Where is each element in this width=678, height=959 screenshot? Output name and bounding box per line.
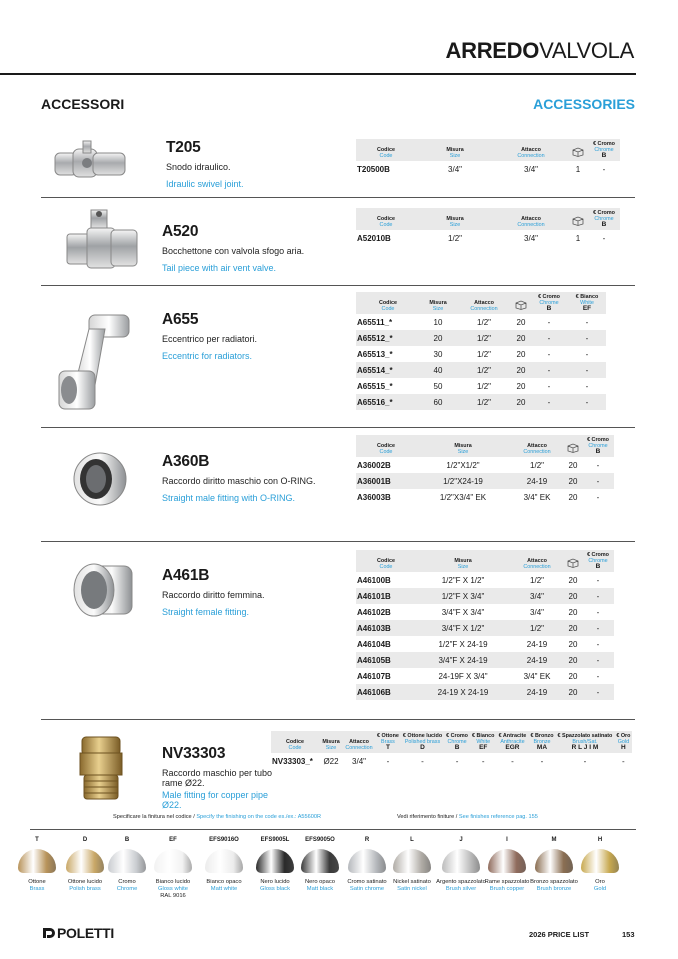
table-cell: 1/2"F X 24-19 xyxy=(438,639,488,649)
table-row xyxy=(356,668,614,684)
product-code: A461B xyxy=(162,567,210,584)
finish-label: Nero lucido Gloss black xyxy=(260,879,290,892)
column-header: Attacco Connection xyxy=(470,300,498,312)
product-description-en: Idraulic swivel joint. xyxy=(166,179,244,189)
table-cell: NV33303_* xyxy=(272,756,313,766)
table-cell: 1/2" xyxy=(477,317,491,327)
table-row xyxy=(356,604,614,620)
table-cell: 1/2"X24-19 xyxy=(443,476,483,486)
table-cell: 1/2" xyxy=(477,349,491,359)
column-header: € Bronzo Bronze MA xyxy=(530,733,554,751)
table-cell: - xyxy=(596,575,600,585)
column-header: € Cromo Chrome B xyxy=(593,141,615,159)
finish-code: EFS9005O xyxy=(305,837,335,843)
table-cell: 3/4"F X 3/4" xyxy=(441,607,485,617)
table-row xyxy=(356,161,620,177)
table-cell: 24-19 xyxy=(526,687,548,697)
table-cell: 20 xyxy=(568,607,578,617)
product-separator xyxy=(41,427,635,428)
finish-label: Rame spazzolato Brush copper xyxy=(484,879,530,892)
finish-code: H xyxy=(597,837,603,843)
finish-code: B xyxy=(124,837,130,843)
header-rule xyxy=(0,73,636,75)
packaging-header xyxy=(568,208,588,230)
packaging-header xyxy=(564,550,582,572)
product-image-a655 xyxy=(55,313,135,418)
price-table xyxy=(356,139,620,177)
column-header: Codice Code xyxy=(377,147,395,159)
table-cell: 20 xyxy=(516,397,526,407)
page-number: 153 xyxy=(622,930,635,939)
table-cell: 1/2" xyxy=(530,623,544,633)
column-header: Misura Size xyxy=(454,558,472,570)
product-image-a461b xyxy=(72,560,136,625)
finish-swatch xyxy=(256,849,294,873)
table-cell: 1/2"X3/4" EK xyxy=(439,492,487,502)
package-icon xyxy=(572,147,584,157)
product-description-en: Tail piece with air vent valve. xyxy=(162,263,277,273)
table-cell: 60 xyxy=(433,397,443,407)
table-cell: - xyxy=(596,460,600,470)
product-image-a520 xyxy=(65,206,141,277)
table-cell: 20 xyxy=(568,687,578,697)
table-cell: 3/4"F X 1/2" xyxy=(441,623,485,633)
poletti-logo: POLETTI xyxy=(41,925,114,941)
table-cell: 40 xyxy=(433,365,443,375)
table-cell: - xyxy=(455,756,459,766)
table-cell: A65511_* xyxy=(357,317,393,327)
table-cell: 20 xyxy=(568,671,578,681)
column-header: Misura Size xyxy=(446,216,464,228)
product-separator xyxy=(41,197,635,198)
product-description-it: Raccordo maschio per tubo rame Ø22. xyxy=(162,768,273,788)
price-table xyxy=(356,208,620,246)
table-row xyxy=(356,620,614,636)
table-cell: 24-19 xyxy=(526,476,548,486)
table-cell: - xyxy=(540,756,544,766)
column-header: € Cromo Chrome B xyxy=(538,294,560,312)
table-cell: 1/2" xyxy=(477,365,491,375)
column-header: € Spazzolato satinato Brush/Sat. R L J I M xyxy=(557,733,613,751)
table-cell: 1/2" xyxy=(448,233,462,243)
table-cell: Ø22 xyxy=(323,756,339,766)
table-row xyxy=(356,684,614,700)
table-cell: A46105B xyxy=(357,655,391,665)
table-cell: - xyxy=(596,591,600,601)
table-row xyxy=(356,330,606,346)
table-cell: - xyxy=(585,381,589,391)
table-row xyxy=(356,314,606,330)
table-cell: - xyxy=(511,756,514,766)
product-description-en: Straight male fitting with O-RING. xyxy=(162,493,296,503)
table-cell: - xyxy=(596,687,600,697)
table-cell: 20 xyxy=(568,639,578,649)
column-header: Codice Code xyxy=(377,216,395,228)
table-cell: 1/2" xyxy=(530,460,544,470)
table-cell: A46102B xyxy=(357,607,391,617)
table-cell: - xyxy=(596,671,600,681)
table-cell: - xyxy=(596,492,600,502)
table-cell: 1/2"X1/2" xyxy=(446,460,480,470)
table-cell: - xyxy=(596,623,600,633)
package-icon xyxy=(567,443,579,453)
finish-code: EFS9005L xyxy=(260,837,290,843)
table-cell: - xyxy=(602,233,606,243)
finish-label: Bianco opaco Matt white xyxy=(206,879,242,892)
product-description-en: Eccentric for radiators. xyxy=(162,351,253,361)
column-header: € Bianco White EF xyxy=(471,733,495,751)
column-header: € Cromo Chrome B xyxy=(593,210,615,228)
finish-swatch xyxy=(301,849,339,873)
product-code: A520 xyxy=(162,223,199,240)
product-code: A655 xyxy=(162,311,199,328)
product-image-t205 xyxy=(53,139,129,192)
table-cell: 3/4" xyxy=(530,607,544,617)
column-header: Codice Code xyxy=(286,739,304,751)
table-cell: 20 xyxy=(568,492,578,502)
product-code: NV33303 xyxy=(162,745,226,762)
table-cell: 1 xyxy=(575,164,581,174)
column-header: € Bianco White EF xyxy=(575,294,599,312)
table-row xyxy=(356,473,614,489)
table-cell: T20500B xyxy=(357,164,390,174)
table-cell: 3/4" xyxy=(448,164,462,174)
table-cell: 24-19 xyxy=(526,639,548,649)
product-description-it: Snodo idraulico. xyxy=(166,162,231,172)
logo-mark-icon xyxy=(41,927,57,939)
table-row xyxy=(356,378,606,394)
finish-swatch xyxy=(108,849,146,873)
column-header: Misura Size xyxy=(322,739,340,751)
price-table xyxy=(356,435,614,505)
table-cell: A65515_* xyxy=(357,381,393,391)
table-cell: 20 xyxy=(568,476,578,486)
column-header: Attacco Connection xyxy=(523,558,551,570)
finish-swatch xyxy=(535,849,573,873)
column-header: Attacco Connection xyxy=(345,739,373,751)
table-cell: - xyxy=(585,317,589,327)
table-cell: - xyxy=(622,756,625,766)
finish-code: L xyxy=(410,837,414,843)
section-title-en: ACCESSORIES xyxy=(533,96,635,112)
table-cell: 20 xyxy=(568,655,578,665)
section-title-it: ACCESSORI xyxy=(41,96,125,112)
table-row xyxy=(356,346,606,362)
table-row xyxy=(356,489,614,505)
column-header: Misura Size xyxy=(454,443,472,455)
finish-label: Cromo satinato Satin chrome xyxy=(347,879,387,892)
table-cell: - xyxy=(386,756,390,766)
table-cell: 50 xyxy=(433,381,443,391)
finish-swatch xyxy=(348,849,386,873)
price-list-label: 2026 PRICE LIST xyxy=(529,930,590,939)
table-cell: 20 xyxy=(516,333,526,343)
table-cell: 1/2" xyxy=(530,575,544,585)
column-header: € Cromo Chrome B xyxy=(446,733,468,751)
packaging-header xyxy=(512,292,530,314)
brand-title: ARREDOVALVOLA xyxy=(445,38,634,63)
price-table xyxy=(356,550,614,700)
table-cell: 20 xyxy=(568,623,578,633)
product-separator xyxy=(41,719,635,720)
column-header: Attacco Connection xyxy=(517,147,545,159)
table-cell: - xyxy=(596,607,600,617)
finish-code: R xyxy=(364,837,370,843)
table-cell: 3/4" EK xyxy=(523,671,551,681)
product-description-it: Raccordo diritto femmina. xyxy=(162,590,265,600)
table-cell: A46104B xyxy=(357,639,391,649)
table-row xyxy=(356,457,614,473)
table-cell: - xyxy=(547,333,551,343)
product-separator xyxy=(41,541,635,542)
finish-code: I xyxy=(506,837,508,843)
table-cell: - xyxy=(585,397,589,407)
packaging-header xyxy=(568,139,588,161)
table-cell: - xyxy=(583,756,587,766)
finish-note-left: Specificare la finitura nel codice / Specify the finishing on the code es./ex.: A55600R xyxy=(113,814,322,820)
product-description-it: Eccentrico per radiatori. xyxy=(162,334,258,344)
column-header: Attacco Connection xyxy=(523,443,551,455)
finish-swatch xyxy=(581,849,619,873)
product-image-a360b xyxy=(72,449,132,512)
table-cell: 3/4" EK xyxy=(523,492,551,502)
price-table xyxy=(356,292,606,410)
table-cell: 24-19F X 3/4" xyxy=(438,671,488,681)
table-row xyxy=(356,588,614,604)
table-cell: - xyxy=(585,349,589,359)
table-cell: 1/2"F X 1/2" xyxy=(441,575,485,585)
finish-label: Nickel satinato Satin nickel xyxy=(393,879,431,892)
table-cell: - xyxy=(547,381,551,391)
packaging-header xyxy=(564,435,582,457)
table-cell: 1/2" xyxy=(477,333,491,343)
column-header: Misura Size xyxy=(429,300,447,312)
table-row xyxy=(271,753,632,769)
table-cell: - xyxy=(421,756,424,766)
table-cell: A36002B xyxy=(357,460,391,470)
table-cell: - xyxy=(602,164,606,174)
table-cell: A46101B xyxy=(357,591,391,601)
table-cell: A46103B xyxy=(357,623,391,633)
table-row xyxy=(356,394,606,410)
table-cell: A46107B xyxy=(357,671,391,681)
finish-code: J xyxy=(459,837,463,843)
finish-label: Nero opaco Matt black xyxy=(305,879,335,892)
finish-swatch xyxy=(205,849,243,873)
table-cell: 24-19 X 24-19 xyxy=(437,687,489,697)
finish-label: Argento spazzolato Brush silver xyxy=(436,879,486,892)
table-cell: A65514_* xyxy=(357,365,393,375)
table-cell: 3/4" xyxy=(524,164,538,174)
table-cell: - xyxy=(547,365,551,375)
table-cell: A65513_* xyxy=(357,349,393,359)
table-cell: - xyxy=(547,397,551,407)
table-cell: 24-19 xyxy=(526,655,548,665)
finishes-rule xyxy=(30,829,636,830)
table-cell: 1/2" xyxy=(477,397,491,407)
table-cell: A65516_* xyxy=(357,397,393,407)
table-cell: A65512_* xyxy=(357,333,393,343)
product-description-en: Male fitting for copper pipe Ø22. xyxy=(162,790,269,810)
finish-label: Bronzo spazzolato Brush bronze xyxy=(530,879,578,892)
table-cell: - xyxy=(596,639,600,649)
product-description-en: Straight female fitting. xyxy=(162,607,250,617)
table-cell: - xyxy=(596,655,600,665)
table-cell: 30 xyxy=(433,349,443,359)
table-cell: 3/4" xyxy=(530,591,544,601)
column-header: € Antracite Anthracite EGR xyxy=(498,733,527,751)
table-cell: 3/4" xyxy=(524,233,538,243)
table-cell: 20 xyxy=(433,333,443,343)
table-cell: 20 xyxy=(568,591,578,601)
column-header: Misura Size xyxy=(446,147,464,159)
finish-swatch xyxy=(488,849,526,873)
finish-label: Ottone lucido Polish brass xyxy=(67,879,103,892)
table-row xyxy=(356,230,620,246)
table-row xyxy=(356,572,614,588)
finish-label: Cromo Chrome xyxy=(116,879,138,892)
table-row xyxy=(356,636,614,652)
table-cell: 20 xyxy=(516,317,526,327)
table-cell: 20 xyxy=(516,381,526,391)
product-description-it: Bocchettone con valvola sfogo aria. xyxy=(162,246,305,256)
column-header: Attacco Connection xyxy=(517,216,545,228)
table-cell: 20 xyxy=(516,349,526,359)
table-cell: 20 xyxy=(568,575,578,585)
finish-swatch xyxy=(66,849,104,873)
table-cell: - xyxy=(585,333,589,343)
finish-swatch xyxy=(154,849,192,873)
price-table xyxy=(271,731,632,769)
column-header: Codice Code xyxy=(377,558,395,570)
table-cell: A36003B xyxy=(357,492,391,502)
finish-label: Bianco lucido Gloss white RAL 9016 xyxy=(155,879,191,899)
column-header: Codice Code xyxy=(377,443,395,455)
product-image-nv33303 xyxy=(78,735,124,806)
product-description-it: Raccordo diritto maschio con O-RING. xyxy=(162,476,316,486)
table-cell: A46100B xyxy=(357,575,391,585)
finish-code: M xyxy=(551,837,557,843)
table-cell: A52010B xyxy=(357,233,391,243)
table-row xyxy=(356,652,614,668)
finish-note-right: Vedi riferimento finiture / See finishes reference pag. 155 xyxy=(397,814,538,820)
column-header: € Ottone lucido Polished brass D xyxy=(402,733,443,751)
finish-code: EF xyxy=(169,837,177,843)
table-cell: 20 xyxy=(568,460,578,470)
table-cell: 3/4" xyxy=(352,756,366,766)
product-code: T205 xyxy=(166,139,201,156)
column-header: € Cromo Chrome B xyxy=(587,437,609,455)
column-header: € Oro Gold H xyxy=(616,733,631,751)
finish-label: Ottone Brass xyxy=(28,879,46,892)
finish-label: Oro Gold xyxy=(593,879,607,892)
table-cell: 1/2" xyxy=(477,381,491,391)
table-cell: - xyxy=(547,317,551,327)
table-cell: A46106B xyxy=(357,687,391,697)
table-cell: 3/4"F X 24-19 xyxy=(438,655,488,665)
finish-swatch xyxy=(393,849,431,873)
table-cell: 20 xyxy=(516,365,526,375)
finish-code: EFS9016O xyxy=(209,837,239,843)
table-cell: A36001B xyxy=(357,476,391,486)
product-separator xyxy=(41,285,635,286)
table-cell: - xyxy=(481,756,485,766)
product-code: A360B xyxy=(162,453,210,470)
finish-swatch xyxy=(18,849,56,873)
table-cell: - xyxy=(585,365,589,375)
table-cell: - xyxy=(547,349,551,359)
table-cell: 1 xyxy=(575,233,581,243)
package-icon xyxy=(515,300,527,310)
table-cell: - xyxy=(596,476,600,486)
finish-code: D xyxy=(82,837,88,843)
package-icon xyxy=(572,216,584,226)
package-icon xyxy=(567,558,579,568)
table-row xyxy=(356,362,606,378)
column-header: € Cromo Chrome B xyxy=(587,552,609,570)
column-header: € Ottone Brass T xyxy=(377,733,399,751)
table-cell: 1/2"F X 3/4" xyxy=(441,591,485,601)
column-header: Codice Code xyxy=(379,300,397,312)
finish-swatch xyxy=(442,849,480,873)
finish-code: T xyxy=(35,837,39,843)
table-cell: 10 xyxy=(433,317,443,327)
